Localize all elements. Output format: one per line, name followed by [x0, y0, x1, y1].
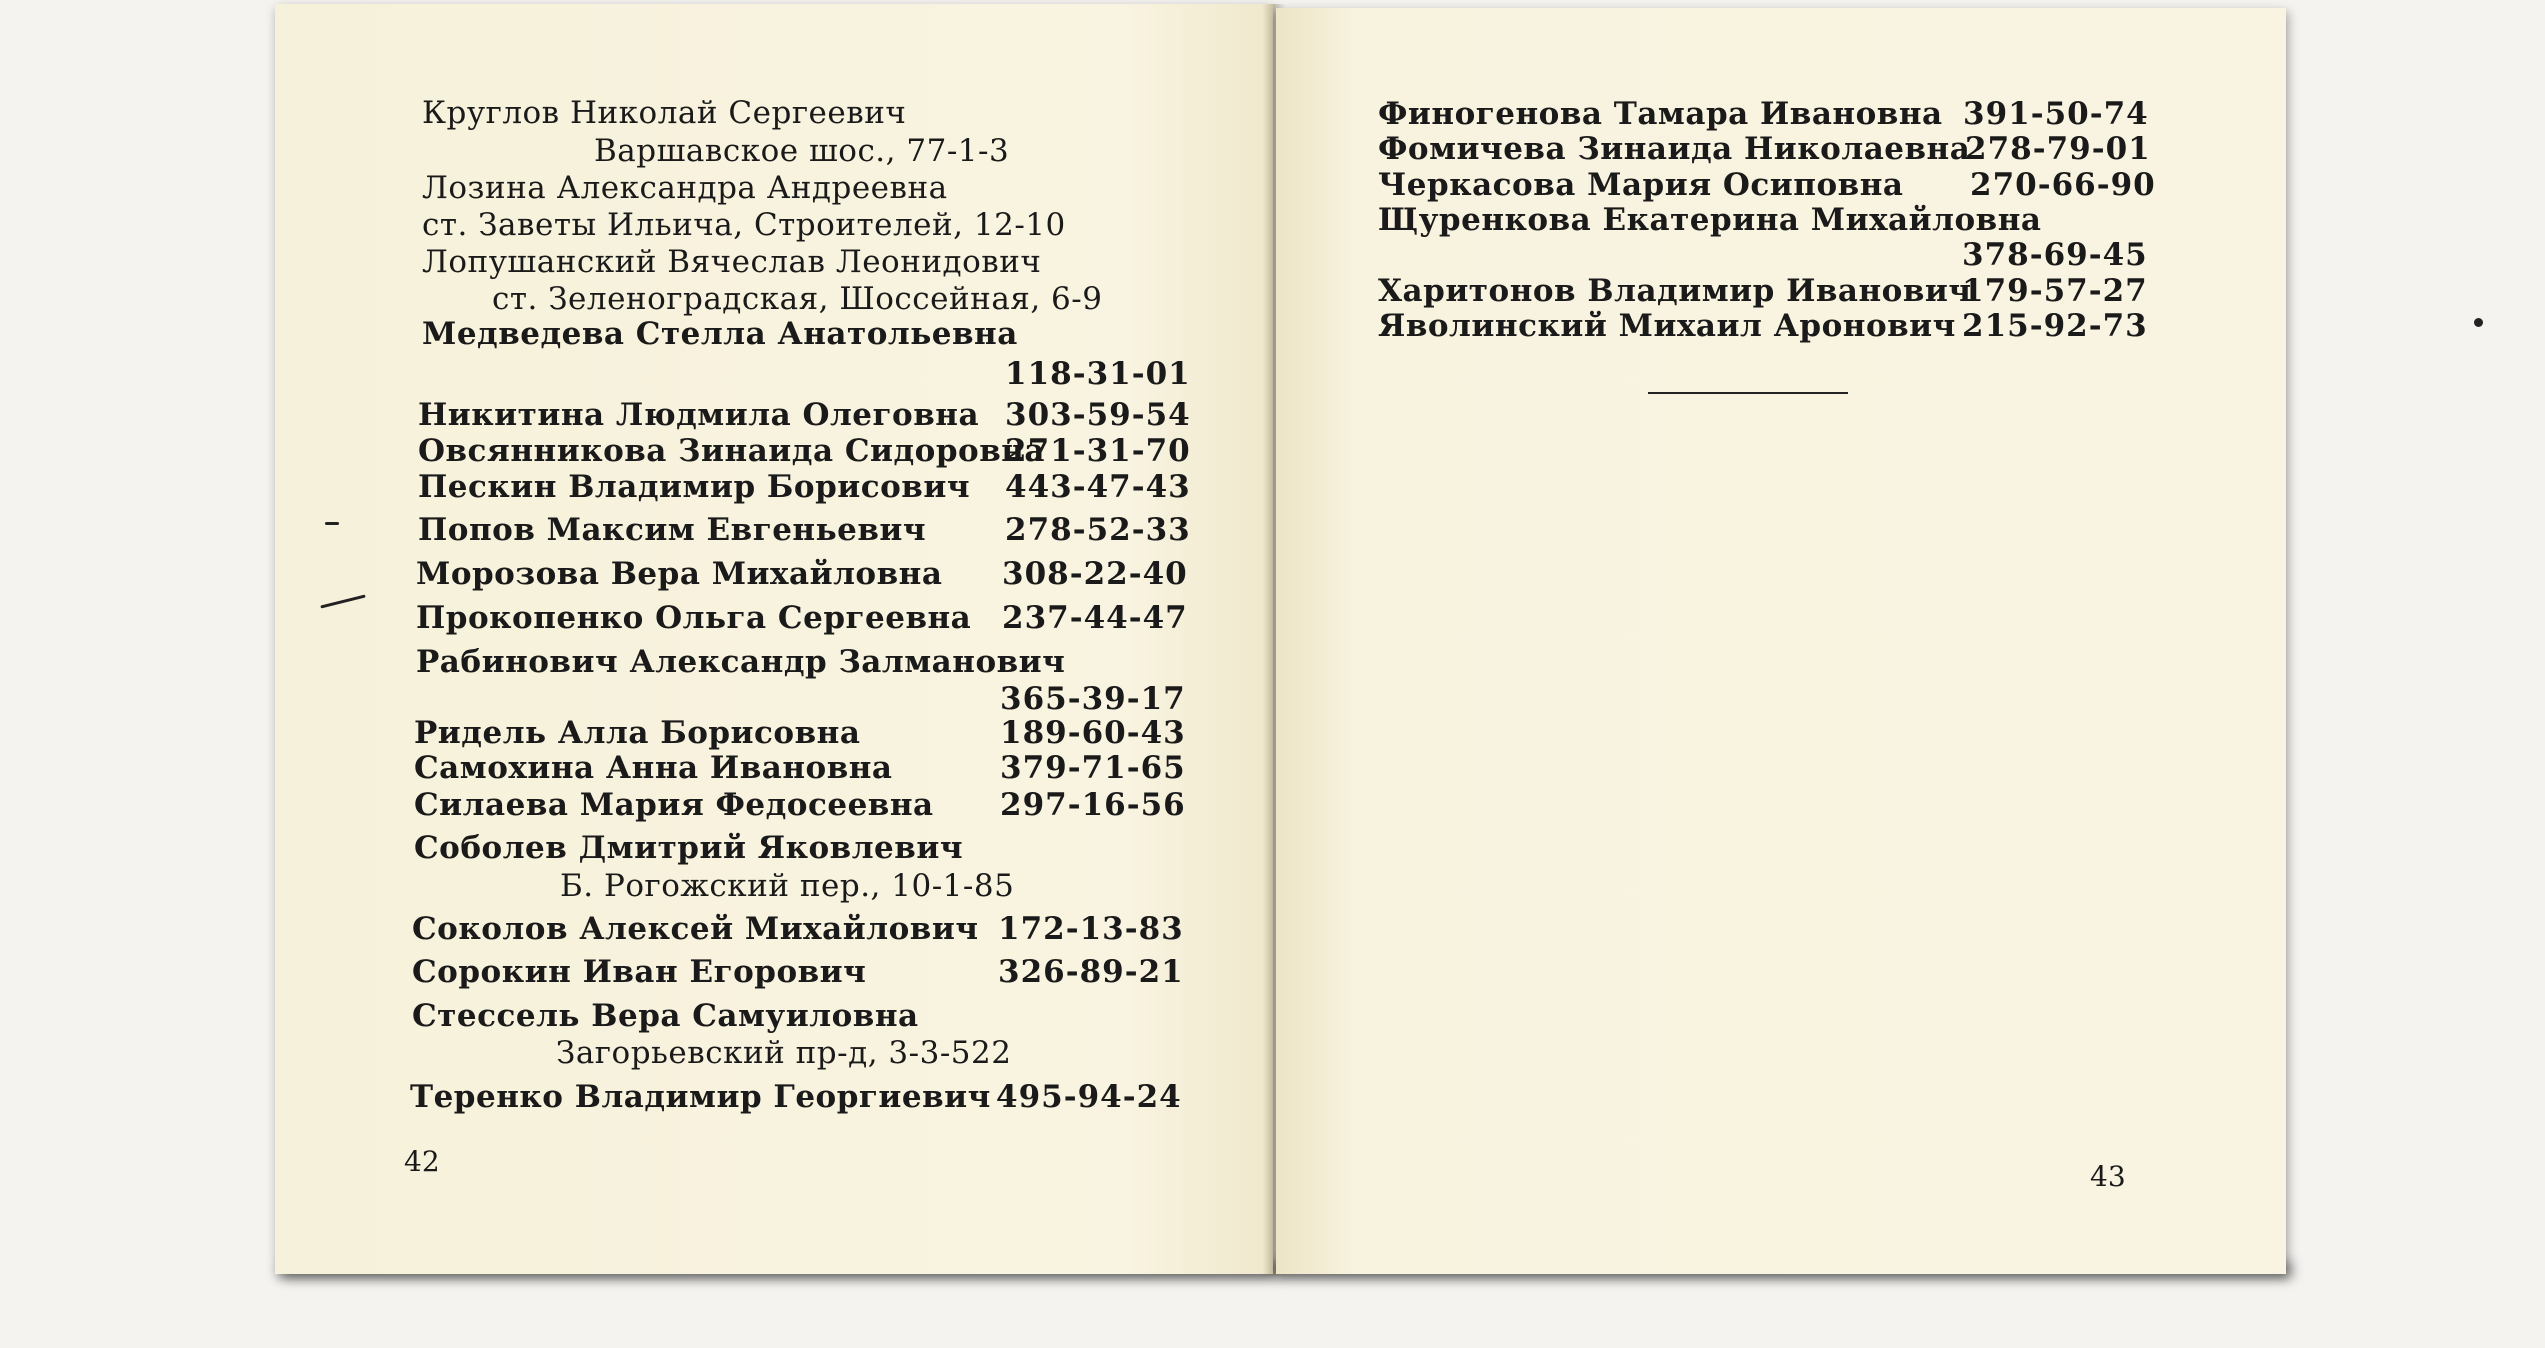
- entry-address-lopushansky: ст. Зеленоградская, Шоссейная, 6-9: [492, 281, 1103, 317]
- entry-phone-sorokin: 326-89-21: [998, 954, 1184, 990]
- entry-name-cherkasova: Черкасова Мария Осиповна: [1378, 167, 1904, 203]
- section-end-rule: [1648, 392, 1848, 394]
- entry-name-sobolev: Соболев Дмитрий Яковлевич: [414, 830, 964, 866]
- entry-name-yavolinsky: Яволинский Михаил Аронович: [1378, 308, 1956, 344]
- entry-address-kruglov: Варшавское шос., 77-1-3: [594, 133, 1010, 169]
- entry-name-finogenova: Финогенова Тамара Ивановна: [1378, 96, 1943, 132]
- entry-phone-prokopenko: 237-44-47: [1002, 600, 1188, 636]
- entry-phone-peskin: 443-47-43: [1005, 469, 1191, 505]
- entry-name-shchurenkova: Щуренкова Екатерина Михайловна: [1378, 202, 2042, 238]
- entry-phone-ovsyannikova: 271-31-70: [1005, 433, 1191, 469]
- entry-phone-kharitonov: 179-57-27: [1962, 273, 2148, 309]
- entry-name-kharitonov: Харитонов Владимир Иванович: [1378, 273, 1972, 309]
- entry-name-ovsyannikova: Овсянникова Зинаида Сидоровна: [418, 433, 1046, 469]
- entry-phone-finogenova: 391-50-74: [1963, 96, 2149, 132]
- entry-name-silaeva: Силаева Мария Федосеевна: [414, 787, 934, 823]
- entry-name-rabinovich: Рабинович Александр Залманович: [416, 644, 1066, 680]
- entry-phone-rabinovich: 365-39-17: [1000, 681, 1186, 717]
- entry-phone-fomicheva: 278-79-01: [1965, 131, 2151, 167]
- entry-phone-shchurenkova: 378-69-45: [1962, 237, 2148, 273]
- scan-speck: [325, 522, 339, 525]
- entry-address-sobolev: Б. Рогожский пер., 10-1-85: [560, 868, 1015, 904]
- entry-name-medvedeva: Медведева Стелла Анатольевна: [422, 316, 1018, 352]
- entry-phone-popov: 278-52-33: [1005, 512, 1191, 548]
- entry-phone-samokhina: 379-71-65: [1000, 750, 1186, 786]
- page-number-right: 43: [2090, 1160, 2126, 1193]
- scan-speck: [2474, 318, 2483, 327]
- entry-phone-cherkasova: 270-66-90: [1970, 167, 2156, 203]
- entry-name-morozova: Морозова Вера Михайловна: [416, 556, 943, 592]
- entry-name-ridel: Ридель Алла Борисовна: [414, 715, 861, 751]
- entry-phone-silaeva: 297-16-56: [1000, 787, 1186, 823]
- entry-name-sorokin: Сорокин Иван Егорович: [412, 954, 867, 990]
- entry-name-nikitina: Никитина Людмила Олеговна: [418, 397, 980, 433]
- page-number-left: 42: [404, 1145, 440, 1178]
- entry-name-prokopenko: Прокопенко Ольга Сергеевна: [416, 600, 972, 636]
- entry-phone-medvedeva: 118-31-01: [1005, 356, 1191, 392]
- entry-name-terenko: Теренко Владимир Георгиевич: [410, 1079, 991, 1115]
- entry-phone-morozova: 308-22-40: [1002, 556, 1188, 592]
- entry-name-fomicheva: Фомичева Зинаида Николаевна: [1378, 131, 1971, 167]
- entry-name-popov: Попов Максим Евгеньевич: [418, 512, 927, 548]
- entry-name-peskin: Пескин Владимир Борисович: [418, 469, 971, 505]
- entry-address-stessel: Загорьевский пр-д, 3-3-522: [556, 1035, 1012, 1071]
- entry-name-kruglov: Круглов Николай Сергеевич: [422, 95, 907, 131]
- entry-name-sokolov: Соколов Алексей Михайлович: [412, 911, 979, 947]
- entry-phone-terenko: 495-94-24: [996, 1079, 1182, 1115]
- entry-phone-nikitina: 303-59-54: [1005, 397, 1191, 433]
- entry-phone-ridel: 189-60-43: [1000, 715, 1186, 751]
- entry-phone-sokolov: 172-13-83: [998, 911, 1184, 947]
- entry-name-lozina: Лозина Александра Андреевна: [422, 170, 948, 206]
- entry-name-lopushansky: Лопушанский Вячеслав Леонидович: [422, 244, 1042, 280]
- entry-name-stessel: Стессель Вера Самуиловна: [412, 998, 919, 1034]
- entry-name-samokhina: Самохина Анна Ивановна: [414, 750, 893, 786]
- entry-phone-yavolinsky: 215-92-73: [1962, 308, 2148, 344]
- entry-address-lozina: ст. Заветы Ильича, Строителей, 12-10: [422, 207, 1066, 243]
